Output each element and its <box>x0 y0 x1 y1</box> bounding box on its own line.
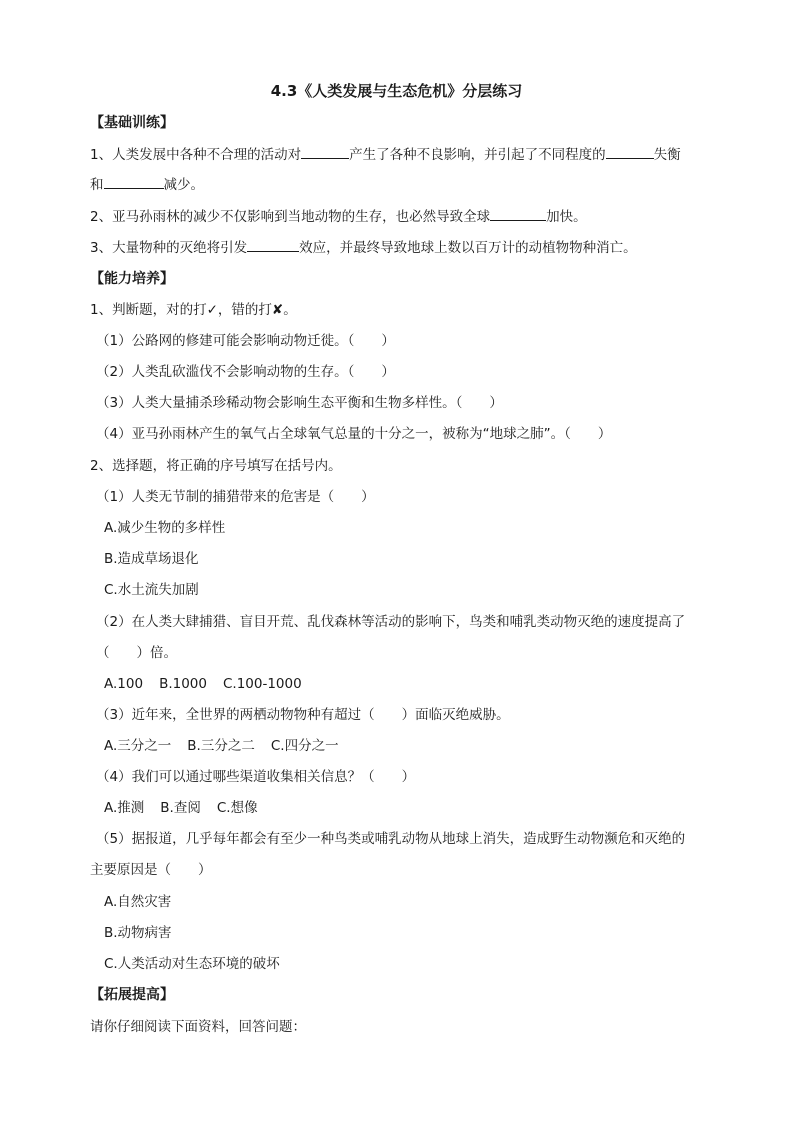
choice-q5-option-c: C.人类活动对生态环境的破坏 <box>104 956 280 972</box>
basic-q2 <box>90 206 587 228</box>
choice-q1-option-a: A.减少生物的多样性 <box>104 520 226 536</box>
section-basic-heading: 【基础训练】 <box>90 115 174 131</box>
extend-intro: 请你仔细阅读下面资料，回答问题： <box>90 1019 306 1035</box>
choice-q1-option-b: B.造成草场退化 <box>104 551 199 567</box>
choice-intro: 2、选择题，将正确的序号填写在括号内。 <box>90 458 342 474</box>
choice-q5-stem-line1: （5）据报道，几乎每年都会有至少一种鸟类或哺乳动物从地球上消失，造成野生动物濒危和灭绝的 <box>96 831 686 847</box>
choice-q4-stem: （4）我们可以通过哪些渠道收集相关信息？（ ） <box>96 769 416 785</box>
judge-item-4: （4）亚马孙雨林产生的氧气占全球氧气总量的十分之一，被称为“地球之肺”。（ ） <box>96 426 612 442</box>
answer-blank[interactable] <box>301 144 349 159</box>
choice-q2-options <box>104 673 318 695</box>
answer-blank[interactable] <box>490 206 546 221</box>
judge-item-1: （1）公路网的修建可能会影响动物迁徙。（ ） <box>96 333 395 349</box>
choice-q3-option-a: A.三分之一 <box>104 738 172 754</box>
choice-q2-option-c: C.100-1000 <box>222 676 302 692</box>
choice-q5-option-b: B.动物病害 <box>104 925 172 941</box>
basic-q3 <box>90 237 637 259</box>
choice-q1-option-c: C.水土流失加剧 <box>104 582 199 598</box>
judge-item-3: （3）人类大量捕杀珍稀动物会影响生态平衡和生物多样性。（ ） <box>96 395 503 411</box>
choice-q2-option-b: B.1000 <box>159 676 207 692</box>
basic-q1-text-c: 失衡 <box>653 147 681 163</box>
answer-blank[interactable] <box>247 237 299 252</box>
choice-q4-options <box>104 797 274 819</box>
choice-q5-stem-line2: 主要原因是（ ） <box>90 862 212 878</box>
basic-q3-text-a: 3、大量物种的灭绝将引发 <box>90 240 248 256</box>
choice-q4-option-c: C.想像 <box>216 800 258 816</box>
answer-blank[interactable] <box>104 174 164 189</box>
answer-blank[interactable] <box>606 144 654 159</box>
section-ability-heading: 【能力培养】 <box>90 271 174 287</box>
page-title: 4.3《人类发展与生态危机》分层练习 <box>270 82 523 100</box>
judge-item-2: （2）人类乱砍滥伐不会影响动物的生存。（ ） <box>96 364 395 380</box>
choice-q5-option-a: A.自然灾害 <box>104 894 172 910</box>
basic-q1-text-a: 1、人类发展中各种不合理的活动对 <box>90 147 302 163</box>
basic-q1-text-e: 减少。 <box>163 177 204 193</box>
section-extend-heading: 【拓展提高】 <box>90 987 174 1003</box>
basic-q1-line1 <box>90 144 681 166</box>
basic-q1-text-d: 和 <box>90 177 104 193</box>
basic-q3-text-b: 效应，并最终导致地球上数以百万计的动植物物种消亡。 <box>299 240 637 256</box>
choice-q3-stem: （3）近年来，全世界的两栖动物物种有超过（ ）面临灭绝威胁。 <box>96 707 510 723</box>
basic-q1-line2 <box>90 174 204 196</box>
basic-q2-text-b: 加快。 <box>546 209 587 225</box>
choice-q3-option-b: B.三分之二 <box>187 738 255 754</box>
choice-q2-stem-line2: （ ）倍。 <box>96 645 177 661</box>
choice-q2-option-a: A.100 <box>104 676 144 692</box>
basic-q1-text-b: 产生了各种不良影响，并引起了不同程度的 <box>349 147 606 163</box>
choice-q3-options <box>104 735 355 757</box>
basic-q2-text-a: 2、亚马孙雨林的减少不仅影响到当地动物的生存，也必然导致全球 <box>90 209 491 225</box>
judge-intro: 1、判断题，对的打✓，错的打✘。 <box>90 302 297 318</box>
choice-q3-option-c: C.四分之一 <box>270 738 339 754</box>
choice-q2-stem-line1: （2）在人类大肆捕猎、盲目开荒、乱伐森林等活动的影响下，鸟类和哺乳类动物灭绝的速度提高了 <box>96 614 686 630</box>
choice-q4-option-a: A.推测 <box>104 800 145 816</box>
choice-q1-stem: （1）人类无节制的捕猎带来的危害是（ ） <box>96 489 375 505</box>
choice-q4-option-b: B.查阅 <box>160 800 201 816</box>
